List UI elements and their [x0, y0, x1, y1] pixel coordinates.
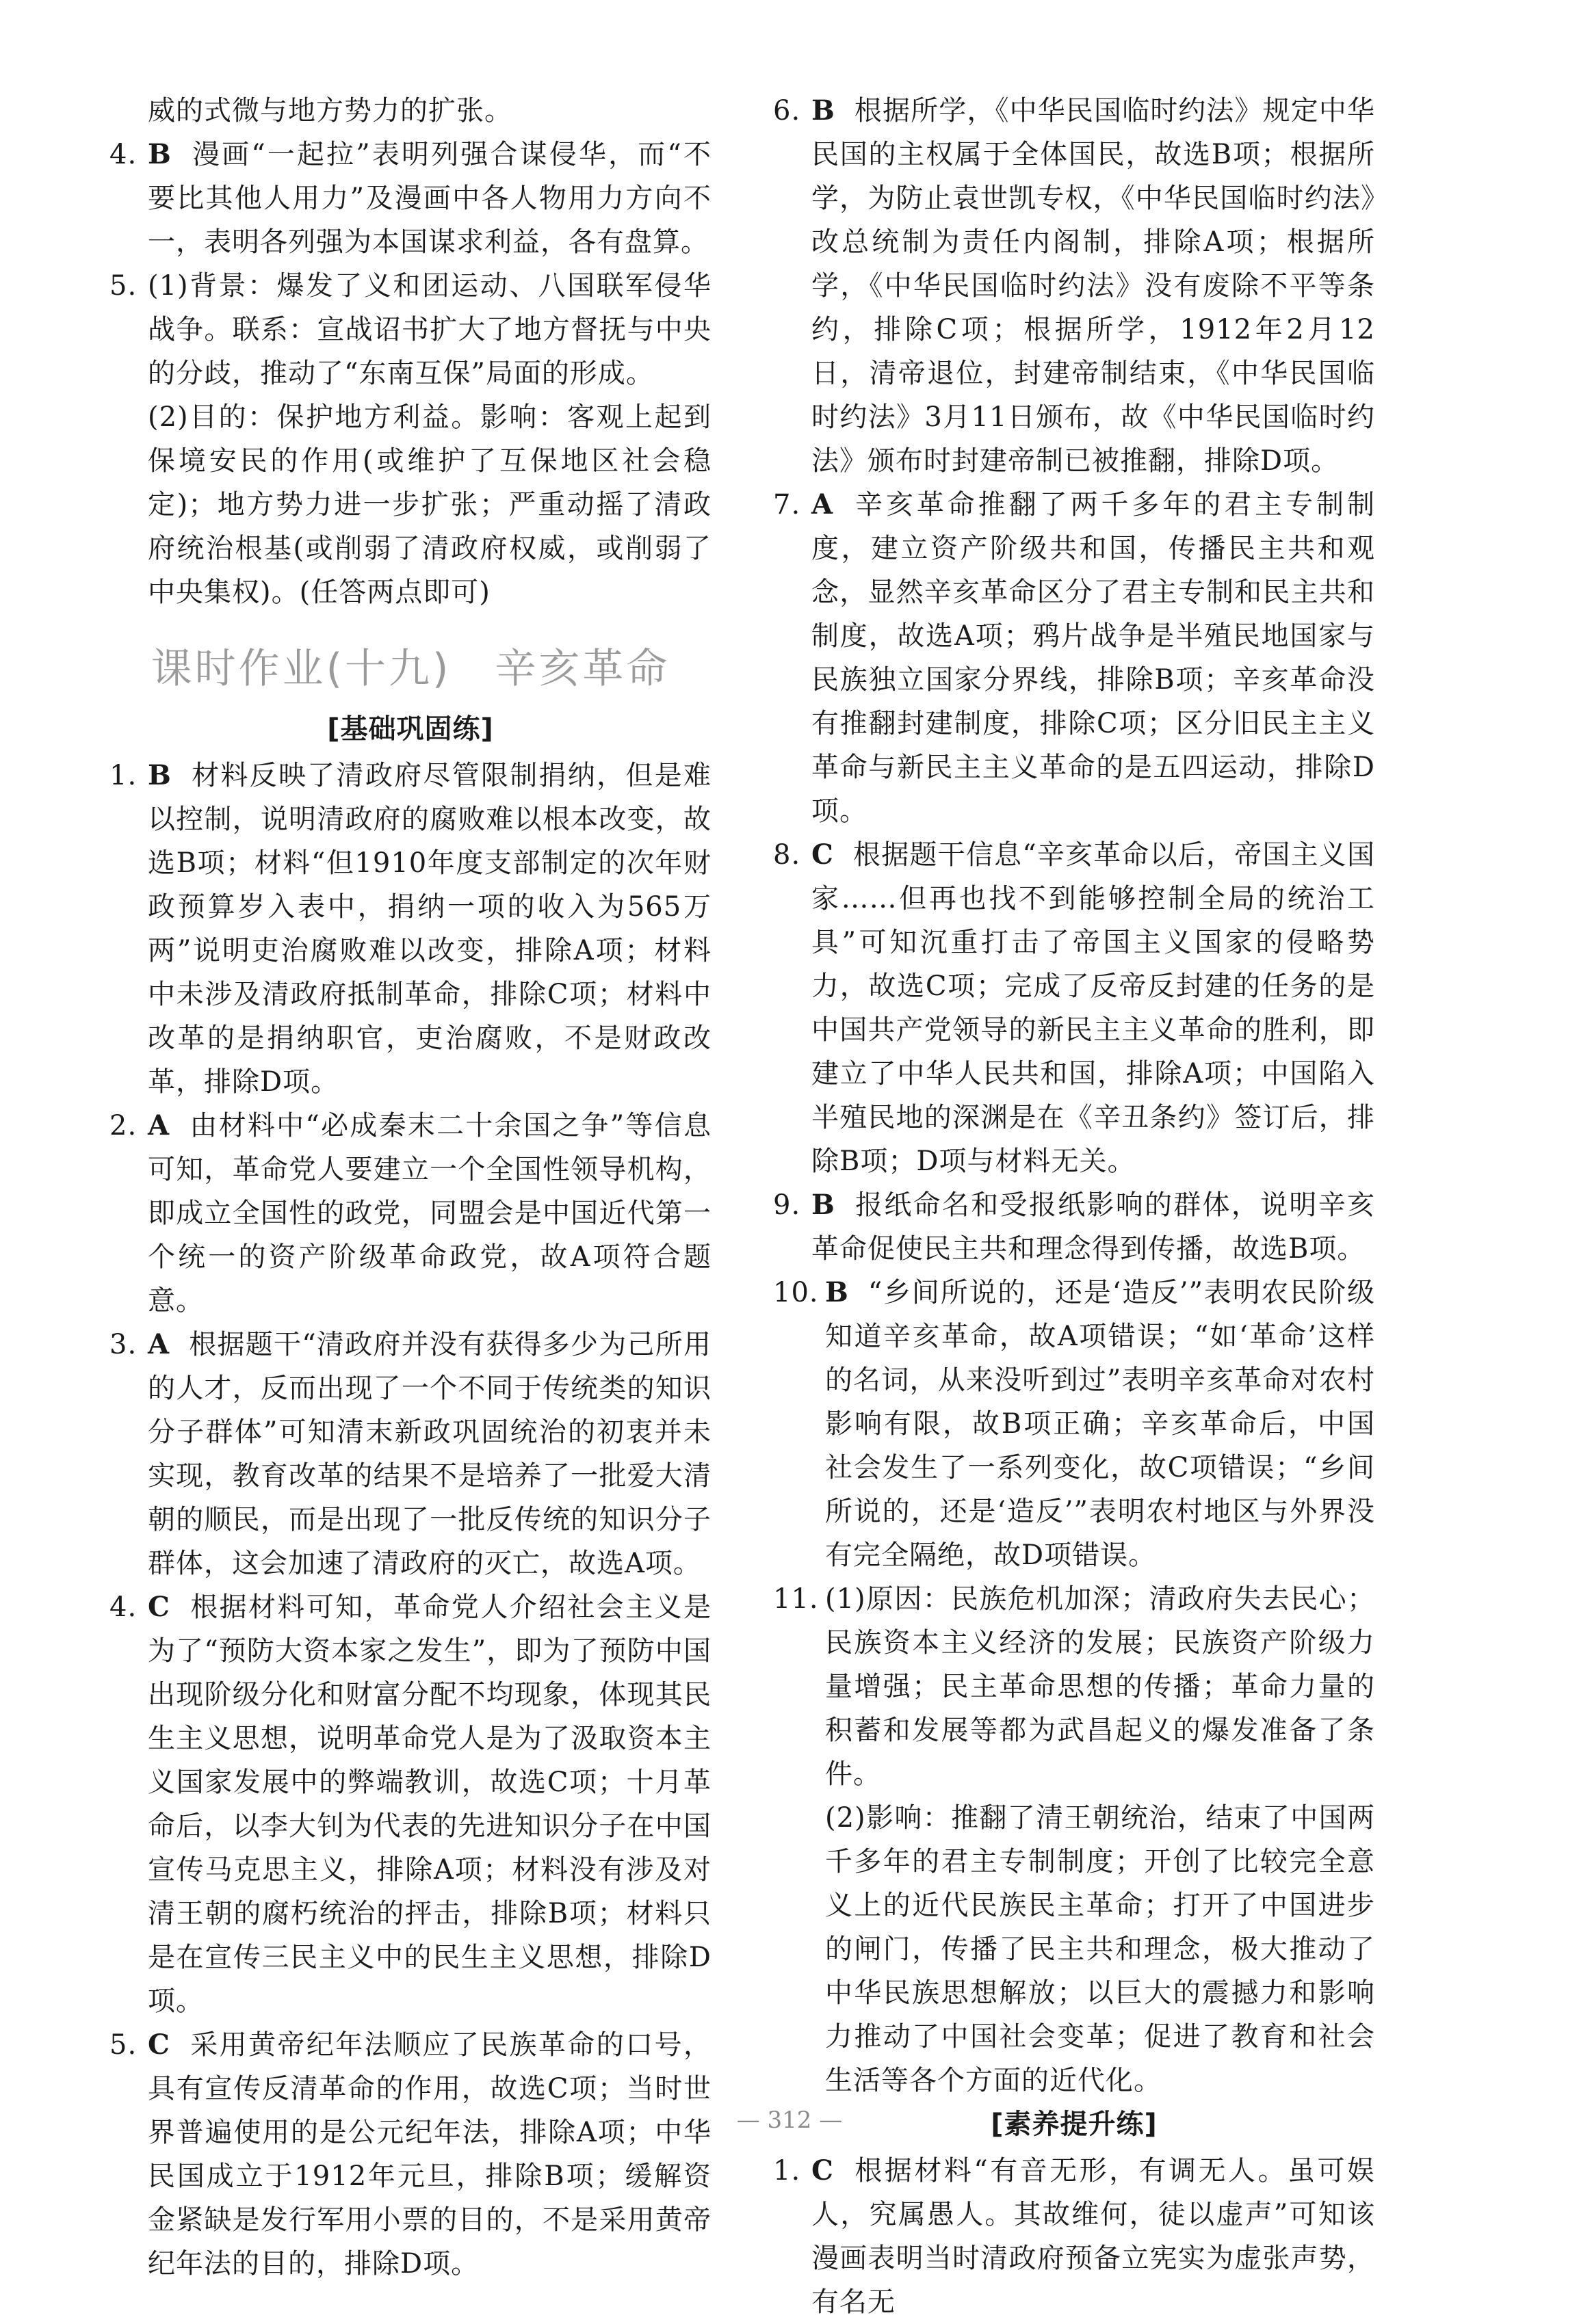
explanation: 根据材料“有音无形，有调无人。虽可娱人，究属愚人。其故维何，徒以虚声”可知该漫画表明当时清政府预备立宪实为虚张声势，有名无	[811, 2155, 1375, 2318]
answer-item-4	[109, 133, 712, 264]
item-number: 9.	[773, 1189, 801, 1221]
answer-letter: A	[148, 1109, 170, 1141]
explanation: 采用黄帝纪年法顺应了民族革命的口号，具有宣传反清革命的作用，故选C项；当时世界普遍使用的是公元纪年法，排除A项；中华民国成立于1912年元旦，排除B项；缓解资金紧缺是发行军用小票的目的，不是采用黄帝纪年法的目的，排除D项。	[148, 2029, 712, 2280]
item-number: 5.	[109, 270, 138, 302]
answer-part-1: (1)原因：民族危机加深；清政府失去民心；民族资本主义经济的发展；民族资产阶级力量增强；民主革命思想的传播；革命力量的积蓄和发展等都为武昌起义的爆发准备了条件。	[825, 1583, 1375, 1790]
answer-item-b8	[773, 833, 1375, 1183]
explanation: 根据题干信息“辛亥革命以后，帝国主义国家……但再也找不到能够控制全局的统治工具”可知沉重打击了帝国主义国家的侵略势力，故选C项；完成了反帝反封建的任务的是中国共产党领导的新民主主义革命的胜利，即建立了中华人民共和国，排除A项；中国陷入半殖民地的深渊是在《辛丑条约》签订后，排除B项；D项与材料无关。	[811, 839, 1375, 1177]
item-number: 10.	[773, 1277, 819, 1308]
explanation: “乡间所说的，还是‘造反’”表明农民阶级知道辛亥革命，故A项错误；“如‘革命’这样的名词，从来没听到过”表明辛亥革命对农村影响有限，故B项正确；辛亥革命后，中国社会发生了一系列变化，故C项错误；“乡间所说的，还是‘造反’”表明农村地区与外界没有完全隔绝，故D项错误。	[825, 1277, 1375, 1571]
answer-item-b11	[773, 1577, 1375, 2102]
explanation: 材料反映了清政府尽管限制捐纳，但是难以控制，说明清政府的腐败难以根本改变，故选B项；材料“但1910年度支部制定的次年财政预算岁入表中，捐纳一项的收入为565万两”说明吏治腐败难以改变，排除A项；材料中未涉及清政府抵制革命，排除C项；材料中改革的是捐纳职官，吏治腐败，不是财政改革，排除D项。	[148, 760, 712, 1098]
answer-item-b10	[773, 1271, 1375, 1577]
item-number: 7.	[773, 489, 801, 520]
right-column	[773, 89, 1375, 2324]
item-body	[811, 2149, 1375, 2324]
answer-letter: C	[148, 1591, 170, 1623]
item-body	[148, 264, 712, 614]
answer-letter: B	[148, 759, 172, 791]
explanation: 漫画“一起拉”表明列强合谋侵华，而“不要比其他人用力”及漫画中各人物用力方向不一，表明各列强为本国谋求利益，各有盘算。	[148, 139, 712, 258]
answer-item-b5	[109, 2023, 712, 2286]
item-body	[148, 2023, 712, 2286]
item-body	[825, 1271, 1375, 1577]
item-body	[148, 1585, 712, 2023]
item-body	[811, 89, 1375, 483]
item-number: 1.	[773, 2155, 801, 2187]
answer-letter: B	[811, 1189, 835, 1221]
item-number: 6.	[773, 95, 801, 127]
answer-letter: B	[811, 94, 835, 127]
answer-item-b2	[109, 1104, 712, 1323]
item-number: 3.	[109, 1329, 138, 1360]
subsection-title-advanced: [素养提升练]	[991, 2109, 1158, 2140]
answer-part-2: (2)影响：推翻了清王朝统治，结束了中国两千多年的君主专制制度；开创了比较完全意义上的近代民族民主革命；打开了中国进步的闸门，传播了民主共和理念，极大推动了中华民族思想解放；以巨大的震撼力和影响力推动了中国社会变革；促进了教育和社会生活等各个方面的近代化。	[825, 1802, 1375, 2096]
item-number: 5.	[109, 2029, 138, 2061]
item-body	[825, 1577, 1375, 2102]
answer-part-2: (2)目的：保护地方利益。影响：客观上起到保境安民的作用(或维护了互保地区社会稳定)；地方势力进一步扩张；严重动摇了清政府统治根基(或削弱了清政府权威，或削弱了中央集权)。(任答两点即可)	[148, 401, 712, 608]
explanation: 由材料中“必成秦末二十余国之争”等信息可知，革命党人要建立一个全国性领导机构，即成立全国性的政党，同盟会是中国近代第一个统一的资产阶级革命政党，故A项符合题意。	[148, 1110, 712, 1317]
item-number: 8.	[773, 839, 801, 871]
explanation: 辛亥革命推翻了两千多年的君主专制制度，建立资产阶级共和国，传播民主共和观念，显然辛亥革命区分了君主专制和民主共和制度，故选A项；鸦片战争是半殖民地国家与民族独立国家分界线，排除B项；辛亥革命没有推翻封建制度，排除C项；区分旧民主主义革命与新民主主义革命的是五四运动，排除D项。	[811, 489, 1375, 827]
explanation: 根据题干“清政府并没有获得多少为己所用的人才，反而出现了一个不同于传统类的知识分子群体”可知清末新政巩固统治的初衷并未实现，教育改革的结果不是培养了一批爱大清朝的顺民，而是出现了一批反传统的知识分子群体，这会加速了清政府的灭亡，故选A项。	[148, 1329, 712, 1579]
answer-letter: C	[811, 839, 834, 871]
item-body	[148, 754, 712, 1104]
continued-text: 威的式微与地方势力的扩张。	[148, 95, 512, 127]
item-body	[148, 1104, 712, 1323]
item-number: 4.	[109, 139, 138, 170]
page-number: — 312 —	[736, 2107, 843, 2134]
item-body	[811, 1183, 1375, 1271]
answer-part-1: (1)背景：爆发了义和团运动、八国联军侵华战争。联系：宣战诏书扩大了地方督抚与中央的分歧，推动了“东南互保”局面的形成。	[148, 270, 712, 389]
answer-letter: A	[148, 1328, 170, 1360]
item-body	[811, 833, 1375, 1183]
item-number: 2.	[109, 1110, 138, 1141]
answer-letter: C	[811, 2154, 834, 2187]
item-number: 4.	[109, 1592, 138, 1623]
answer-item-b1	[109, 754, 712, 1104]
item-number: 11.	[773, 1583, 819, 1615]
section-title: 课时作业(十九) 辛亥革命	[151, 645, 670, 693]
item-body	[148, 1323, 712, 1585]
subsection-title-basic: [基础巩固练]	[327, 713, 494, 745]
answer-item-b9	[773, 1183, 1375, 1271]
answer-item-b7	[773, 483, 1375, 833]
left-column	[109, 89, 712, 2286]
answer-item-5	[109, 264, 712, 614]
item-number: 1.	[109, 760, 138, 791]
answer-item-b6	[773, 89, 1375, 483]
item-body	[148, 133, 712, 264]
explanation: 根据所学，《中华民国临时约法》规定中华民国的主权属于全体国民，故选B项；根据所学，为防止袁世凯专权，《中华民国临时约法》改总统制为责任内阁制，排除A项；根据所学，《中华民国临时约法》没有废除不平等条约，排除C项；根据所学，1912年2月12日，清帝退位，封建帝制结束，《中华民国临时约法》3月11日颁布，故《中华民国临时约法》颁布时封建帝制已被推翻，排除D项。	[811, 95, 1375, 477]
explanation: 根据材料可知，革命党人介绍社会主义是为了“预防大资本家之发生”，即为了预防中国出现阶级分化和财富分配不均现象，体现其民生主义思想，说明革命党人是为了汲取资本主义国家发展中的弊端教训，故选C项；十月革命后，以李大钊为代表的先进知识分子在中国宣传马克思主义，排除A项；材料没有涉及对清王朝的腐朽统治的抨击，排除B项；材料只是在宣传三民主义中的民生主义思想，排除D项。	[148, 1592, 712, 2017]
answer-item-b4	[109, 1585, 712, 2023]
answer-item-b3	[109, 1323, 712, 1585]
answer-letter: A	[811, 488, 834, 520]
answer-letter: B	[825, 1276, 849, 1308]
answer-item-s1	[773, 2149, 1375, 2324]
answer-letter: B	[148, 138, 172, 170]
explanation: 报纸命名和受报纸影响的群体，说明辛亥革命促使民主共和理念得到传播，故选B项。	[811, 1189, 1375, 1265]
item-body	[811, 483, 1375, 833]
answer-letter: C	[148, 2029, 170, 2061]
